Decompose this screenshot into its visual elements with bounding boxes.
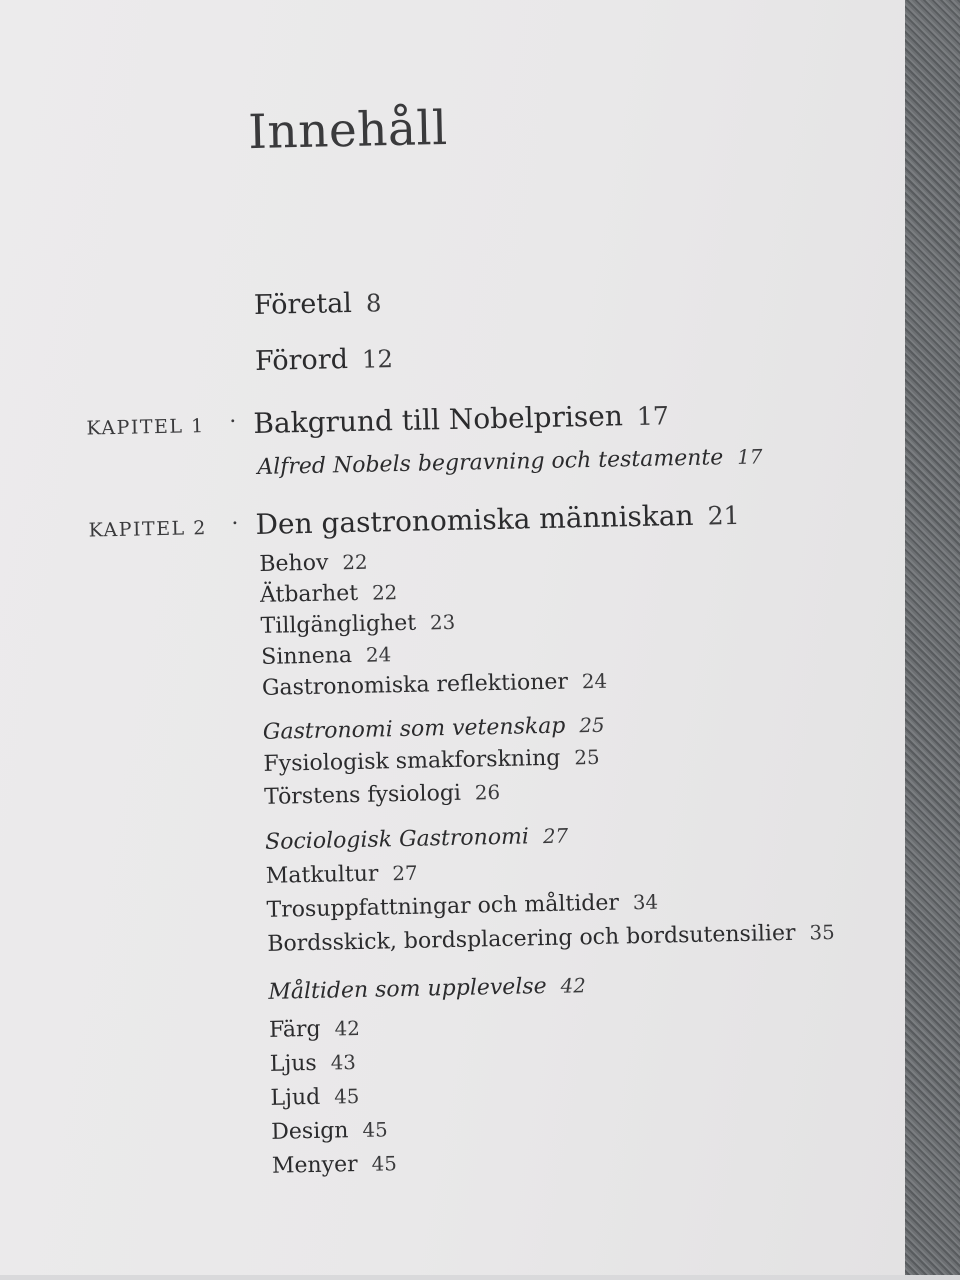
toc-entry-subsection [260,580,398,608]
entry-label: Färg [268,1016,321,1043]
toc-entry-subsection [266,861,418,889]
section-label: Gastronomi som vetenskap [262,713,566,745]
chapter-title: Den gastronomiska människan [255,498,694,542]
section-label: Sociologisk Gastronomi [264,824,530,855]
entry-label: Design [270,1118,349,1145]
chapter-label: KAPITEL 2 [88,517,208,542]
section-label: Måltiden som upplevelse [268,974,547,1005]
entry-label: Gastronomiska reflektioner [261,669,569,701]
entry-label: Trosuppfattningar och måltider [266,890,620,923]
toc-entry-foretal [254,287,382,321]
entry-page: 12 [361,344,394,374]
entry-page: 24 [581,669,608,694]
chapter-separator: · [229,409,237,435]
toc-entry-subsection [264,780,500,810]
entry-label: Törstens fysiologi [263,780,462,810]
entry-page: 42 [560,974,587,998]
toc-entry-section [257,444,763,480]
entry-page: 34 [632,890,659,915]
entry-label: Tillgänglighet [260,610,417,639]
chapter-label: KAPITEL 1 [86,415,205,440]
entry-page: 22 [342,550,368,575]
section-label: Alfred Nobels begravning och testamente [257,445,724,480]
entry-label: Ätbarhet [259,580,359,608]
entry-page: 8 [365,288,382,318]
entry-page: 26 [474,780,501,805]
page-title: Innehåll [247,100,449,161]
entry-page: 27 [542,824,569,849]
entry-label: Fysiologisk smakforskning [263,745,561,777]
toc-entry-subsection [263,745,599,777]
toc-entry-subsection [272,1151,397,1179]
entry-label: Matkultur [265,861,379,889]
entry-label: Ljud [270,1084,321,1111]
entry-label: Sinnena [261,643,353,670]
toc-entry-section [265,824,568,855]
entry-label: Företal [253,287,353,321]
chapter-separator: · [231,511,239,537]
entry-page: 43 [330,1051,357,1075]
chapter-title: Bakgrund till Nobelprisen [253,399,624,441]
toc-entry-subsection [269,1016,360,1043]
toc-entry-forord [255,343,393,377]
toc-entry-section [263,713,605,745]
entry-page: 24 [365,643,392,667]
entry-page: 45 [371,1152,398,1176]
entry-page: 17 [737,445,763,469]
toc-entry-subsection [270,1050,357,1077]
toc-entry-subsection [270,1084,359,1111]
entry-page: 35 [809,920,835,945]
entry-page: 22 [371,581,398,605]
entry-page: 25 [579,713,605,738]
toc-entry-subsection [262,669,608,701]
entry-label: Förord [254,344,349,377]
toc-entry-chapter-2 [255,498,740,541]
entry-page: 23 [429,610,456,635]
entry-label: Menyer [271,1152,358,1179]
toc-entry-subsection [260,610,455,639]
entry-page: 27 [392,861,418,886]
entry-page: 25 [574,745,600,770]
entry-page: 21 [707,500,740,531]
toc-entry-subsection [271,1117,388,1144]
toc-entry-subsection [267,920,835,957]
entry-label: Ljus [269,1050,317,1077]
toc-entry-subsection [259,550,368,577]
entry-label: Bordsskick, bordsplacering och bordsutensilier [267,920,796,957]
entry-page: 42 [334,1016,361,1041]
entry-page: 45 [362,1118,388,1142]
toc-entry-subsection [261,642,391,670]
toc-entry-section [268,973,586,1005]
toc-entry-chapter-1 [253,398,669,440]
entry-page: 45 [333,1084,360,1109]
toc-entry-subsection [266,890,658,923]
entry-page: 17 [636,401,670,432]
entry-label: Behov [259,550,329,577]
